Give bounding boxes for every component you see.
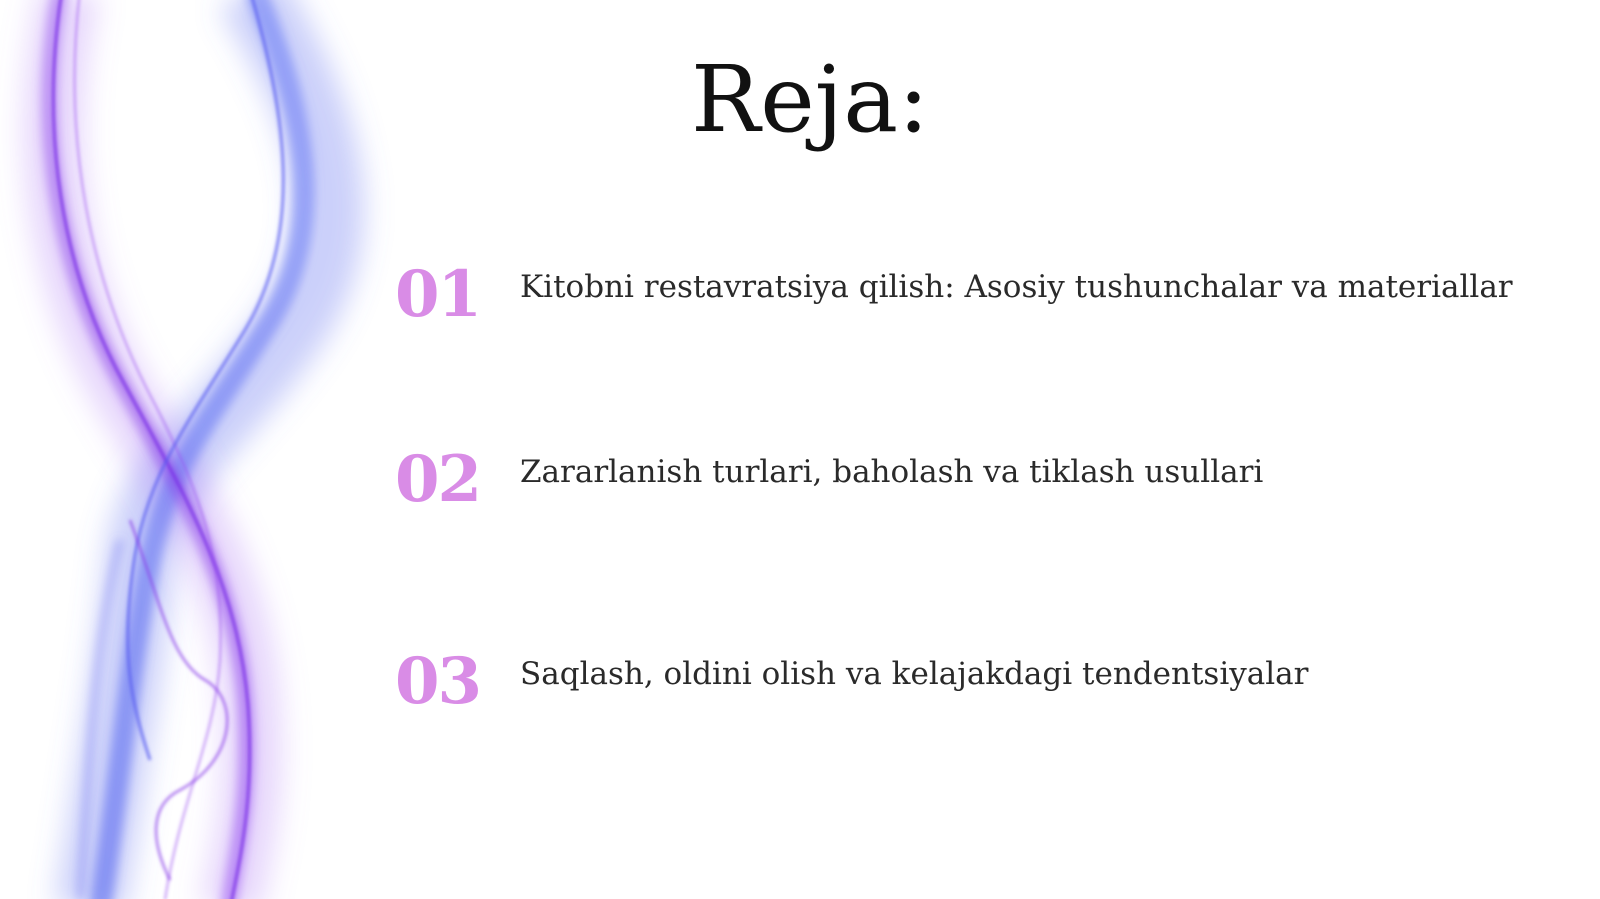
item-text: Zararlanish turlari, baholash va tiklash usullari xyxy=(520,454,1264,490)
item-text: Kitobni restavratsiya qilish: Asosiy tushunchalar va materiallar xyxy=(520,269,1513,305)
agenda-item-3 xyxy=(395,642,1545,732)
agenda-item-1 xyxy=(395,255,1545,345)
item-number: 02 xyxy=(395,442,481,517)
agenda-item-2 xyxy=(395,440,1545,530)
item-text: Saqlash, oldini olish va kelajakdagi tendentsiyalar xyxy=(520,656,1309,692)
purple-smoke-decoration xyxy=(0,0,400,899)
slide-title: Reja: xyxy=(690,46,930,153)
item-number: 03 xyxy=(395,644,481,719)
item-number: 01 xyxy=(395,257,481,332)
